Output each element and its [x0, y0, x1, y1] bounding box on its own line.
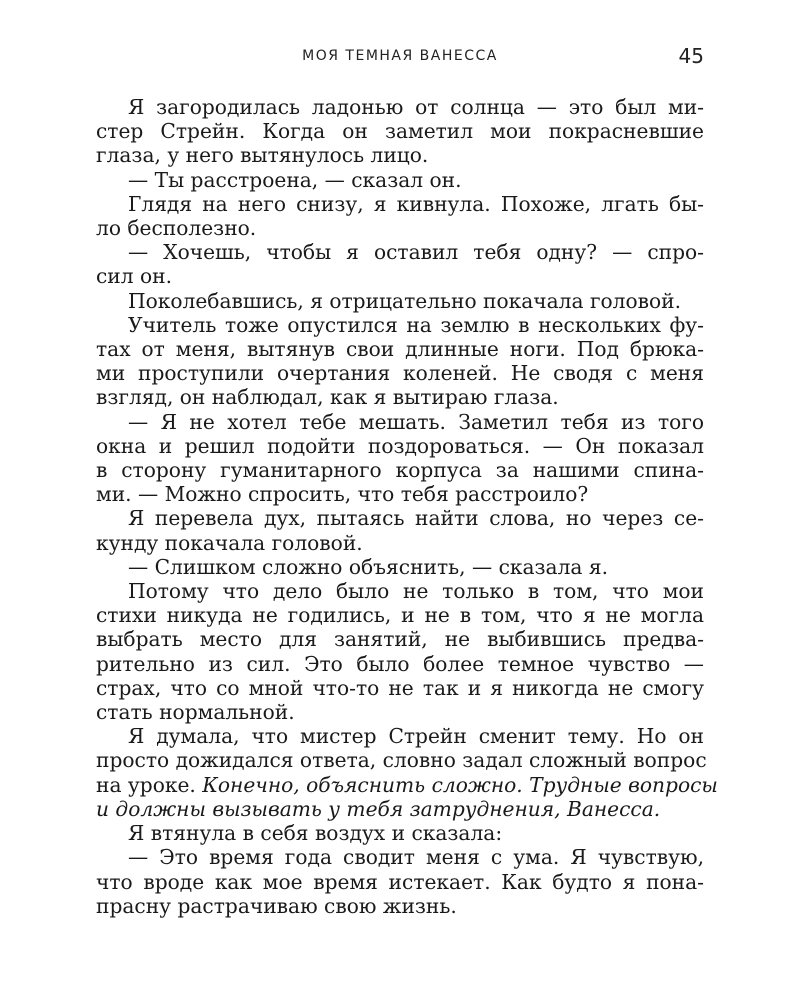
- text-line: Я перевела дух, пытаясь найти слова, но через се-: [128, 506, 704, 531]
- text-line: Поколебавшись, я отрицательно покачала головой.: [128, 288, 682, 313]
- paragraph: [96, 313, 704, 410]
- text-line: ло бесполезно.: [96, 216, 257, 241]
- text-line: — Я не хотел тебе мешать. Заметил тебя из того: [128, 409, 704, 434]
- text-line: ми проступили очертания коленей. Не сводя с меня: [96, 361, 704, 386]
- text-line: Потому что дело было не только в том, что мои: [128, 579, 704, 604]
- text-line-mixed: [96, 772, 718, 797]
- paragraph: [96, 168, 704, 192]
- text-line: — Это время года сводит меня с ума. Я чувствую,: [128, 845, 704, 870]
- text-line: прасну растрачиваю свою жизнь.: [96, 893, 457, 918]
- page-number: 45: [678, 44, 704, 68]
- paragraph: [96, 410, 704, 507]
- paragraph: [96, 506, 704, 554]
- text-line: что вроде как мое время истекает. Как будто я пона-: [96, 869, 704, 894]
- text-line: стихи никуда не годились, и не в том, что я не могла: [96, 603, 704, 628]
- italic-segment: и должны вызывать у тебя затруднения, Ванесса.: [96, 796, 661, 821]
- paragraph: [96, 289, 704, 313]
- text-line: взгляд, он наблюдал, как я вытираю глаза.: [96, 385, 559, 410]
- paragraph: [96, 821, 704, 845]
- text-line: — Хочешь, чтобы я оставил тебя одну? — спро-: [128, 240, 704, 265]
- text-line: Я загородилась ладонью от солнца — это был ми-: [128, 95, 704, 119]
- running-title: МОЯ ТЕМНАЯ ВАНЕССА: [302, 48, 498, 64]
- text-line: — Ты расстроена, — сказал он.: [128, 167, 462, 192]
- italic-segment: Конечно, объяснить сложно. Трудные вопросы: [202, 772, 718, 797]
- paragraph: [96, 724, 718, 821]
- text-line: стать нормальной.: [96, 700, 295, 725]
- paragraph: [96, 579, 704, 724]
- text-line: Я втянула в себя воздух и сказала:: [128, 821, 503, 846]
- text-line: — Слишком сложно объяснить, — сказала я.: [128, 554, 609, 579]
- paragraph: [96, 845, 704, 918]
- text-line: глаза, у него вытянулось лицо.: [96, 143, 429, 168]
- text-line: окна и решил подойти поздороваться. — Он показал: [96, 433, 704, 458]
- text-line: рительно из сил. Это было более темное чувство —: [96, 651, 704, 676]
- paragraph: [96, 192, 704, 240]
- page-header: [0, 44, 800, 74]
- text-line: кунду покачала головой.: [96, 530, 363, 555]
- paragraph: [96, 240, 704, 288]
- text-line: тах от меня, вытянув свои длинные ноги. Под брюка-: [96, 337, 704, 362]
- text-line: стер Стрейн. Когда он заметил мои покрасневшие: [96, 119, 704, 144]
- text-line: Я думала, что мистер Стрейн сменит тему. Но он: [128, 724, 704, 749]
- paragraph: [96, 555, 704, 579]
- text-line: в сторону гуманитарного корпуса за нашими спина-: [96, 458, 704, 483]
- text-segment: на уроке.: [96, 772, 203, 797]
- text-line: просто дожидался ответа, словно задал сложный вопрос: [96, 748, 707, 773]
- text-line: выбрать место для занятий, не выбившись предва-: [96, 627, 704, 652]
- text-line: ми. — Можно спросить, что тебя расстроило?: [96, 482, 589, 507]
- paragraph: [96, 95, 704, 168]
- text-line: [96, 797, 704, 821]
- text-line: Учитель тоже опустился на землю в нескольких фу-: [128, 312, 704, 337]
- book-text: [96, 95, 718, 918]
- text-line: Глядя на него снизу, я кивнула. Похоже, лгать бы-: [128, 191, 704, 216]
- text-line: страх, что со мной что-то не так и я никогда не смогу: [96, 675, 704, 700]
- text-line: сил он.: [96, 264, 173, 289]
